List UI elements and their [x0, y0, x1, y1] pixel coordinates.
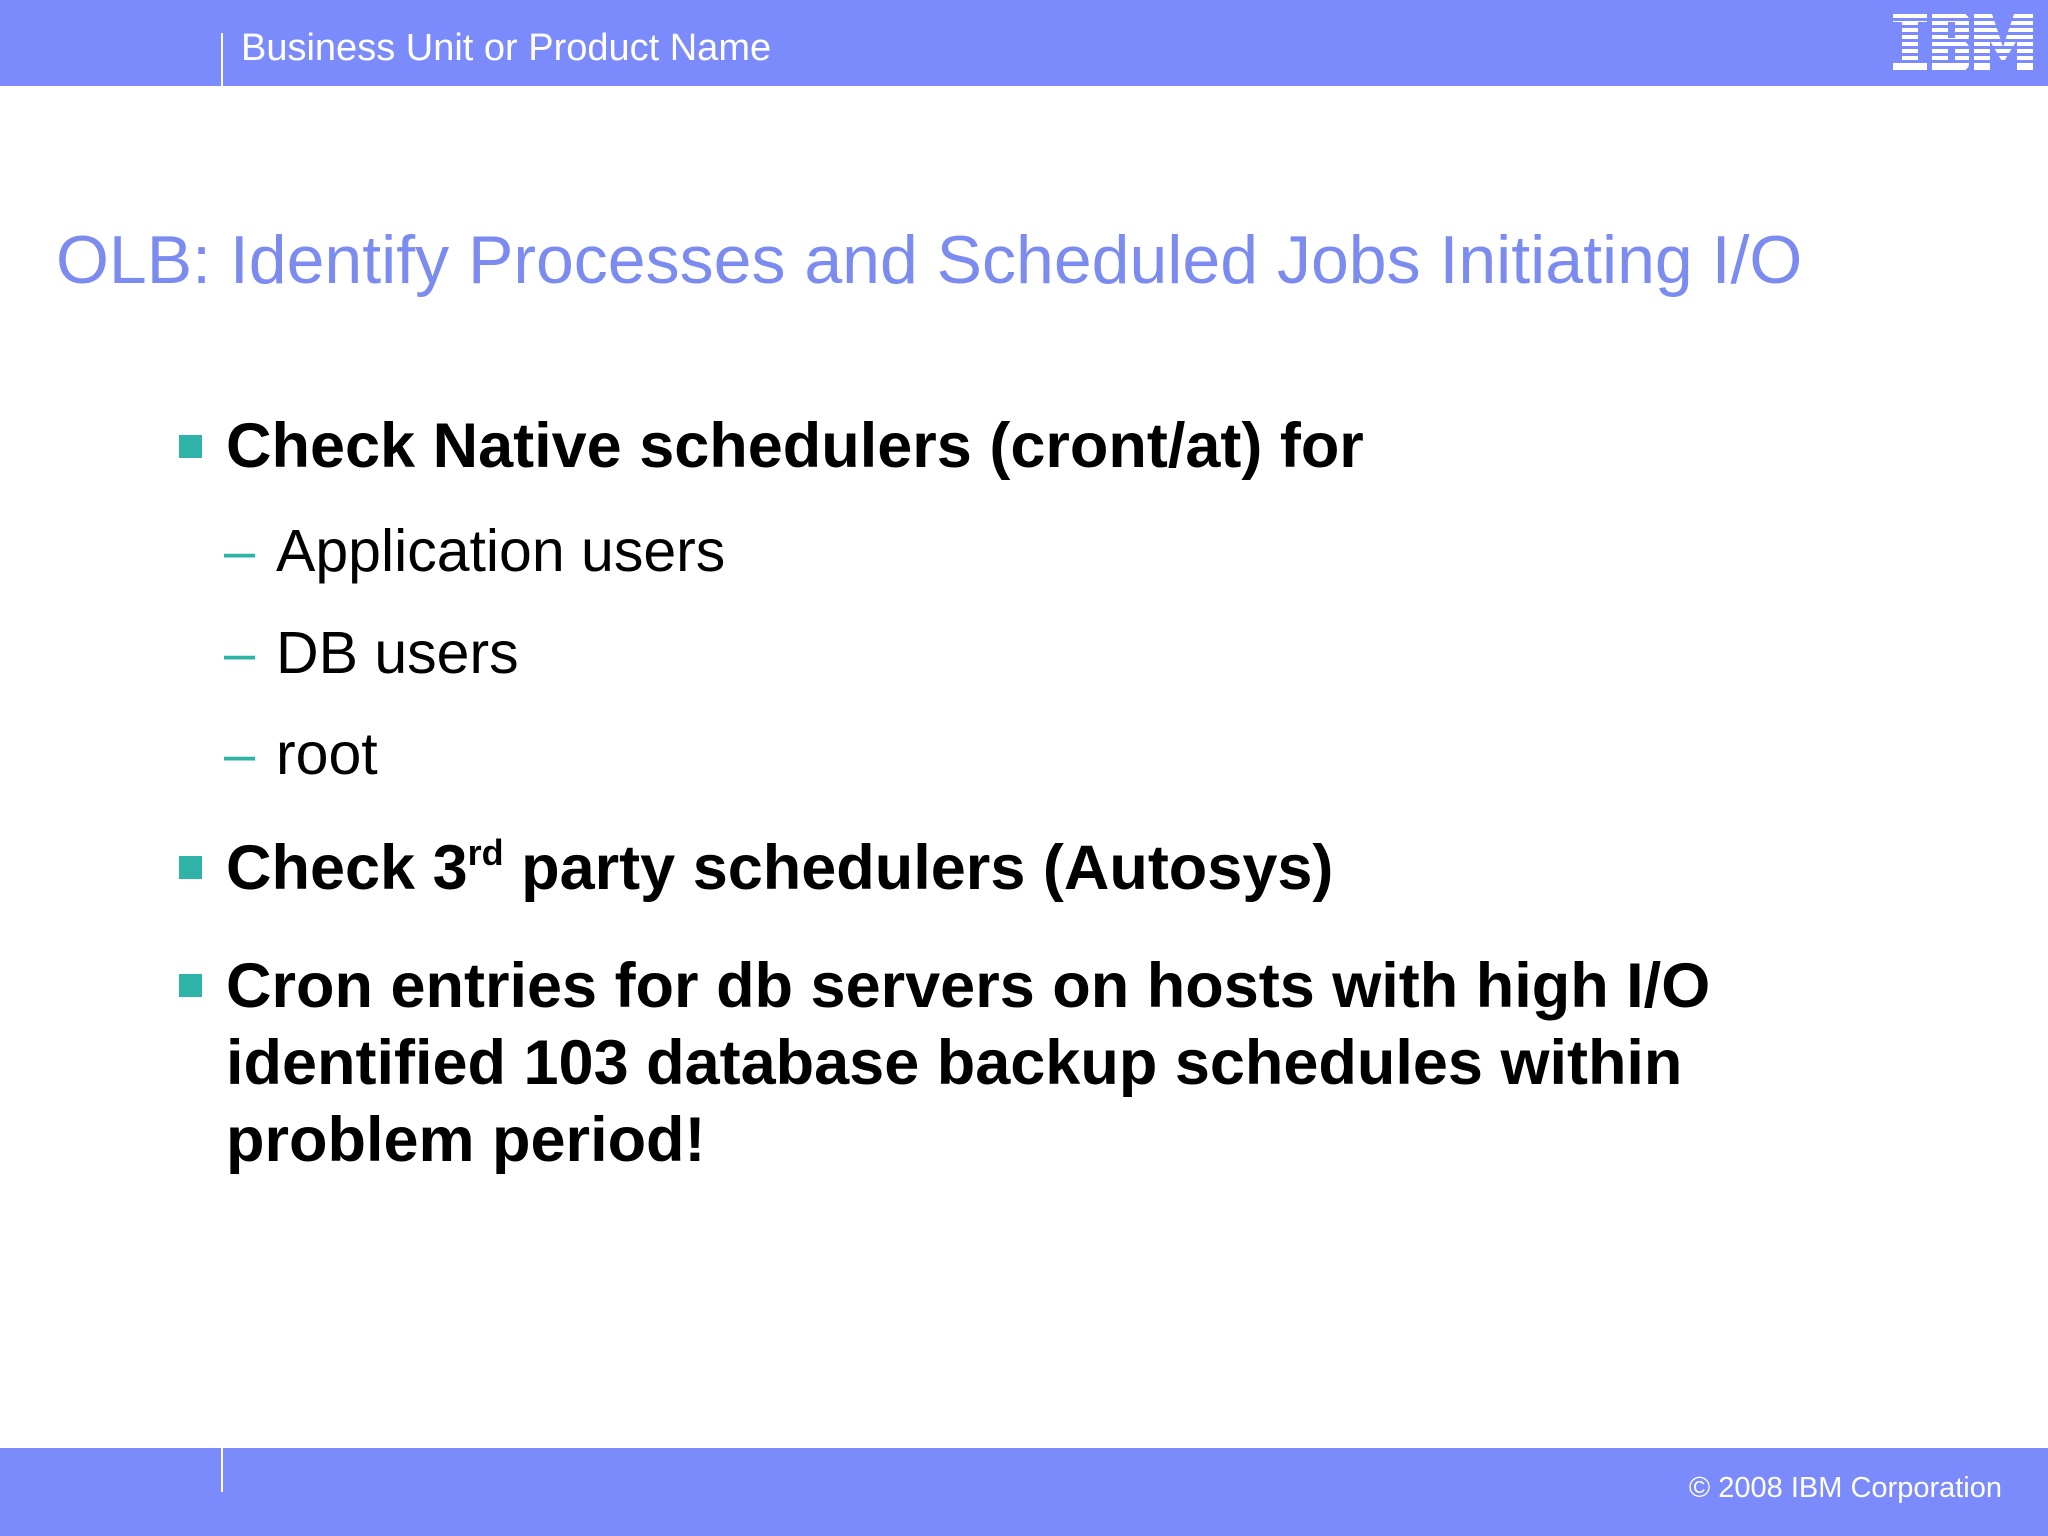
bullet-native-schedulers: Check Native schedulers (cront/at) for: [226, 411, 1364, 481]
bullet-cron-entries-line-3: problem period!: [226, 1105, 706, 1175]
header-bar: [0, 0, 2048, 86]
dash-bullet-icon: –: [224, 722, 256, 785]
bullet-square-icon: [179, 435, 202, 458]
slide-title: OLB: Identify Processes and Scheduled Jobs Initiating I/O: [56, 222, 1803, 298]
dash-bullet-icon: –: [224, 621, 256, 684]
bullet-square-icon: [179, 856, 202, 879]
business-unit-name: Business Unit or Product Name: [241, 27, 772, 69]
copyright-text: © 2008 IBM Corporation: [1688, 1472, 2002, 1504]
bullet-cron-entries-line-1: Cron entries for db servers on hosts with high I/O: [226, 951, 1711, 1021]
bullet-text-prefix: Check 3: [226, 833, 468, 903]
bullet-third-party-schedulers: [226, 830, 1333, 907]
header-divider: [221, 33, 223, 86]
sub-bullet-root: root: [276, 721, 378, 787]
footer-bar: [0, 1448, 2048, 1536]
ordinal-suffix: rd: [467, 832, 504, 873]
bullet-cron-entries-line-2: identified 103 database backup schedules within: [226, 1028, 1683, 1098]
ibm-logo-icon: [1893, 13, 2033, 71]
sub-bullet-application-users: Application users: [276, 518, 726, 584]
sub-bullet-db-users: DB users: [276, 620, 519, 686]
footer-divider: [221, 1448, 223, 1492]
bullet-text-suffix: party schedulers (Autosys): [503, 833, 1334, 903]
bullet-square-icon: [179, 974, 202, 997]
dash-bullet-icon: –: [224, 519, 256, 582]
